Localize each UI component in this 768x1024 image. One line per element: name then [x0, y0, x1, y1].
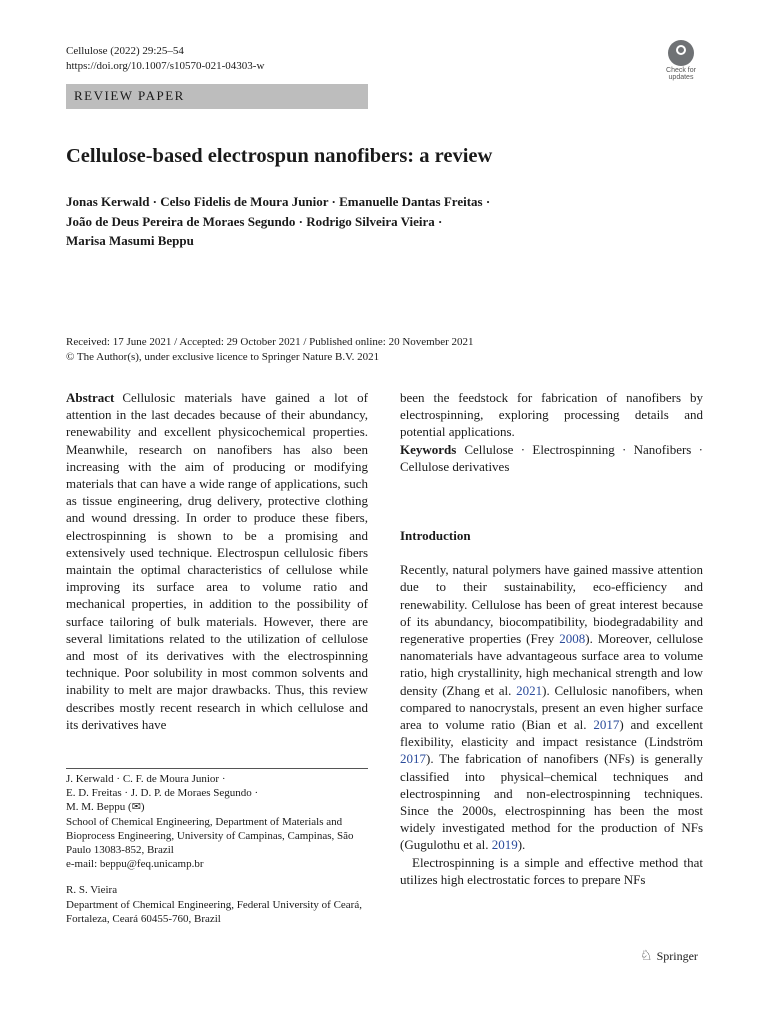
received-line: Received: 17 June 2021 / Accepted: 29 October 2021 / Published online: 20 November 2021	[66, 336, 474, 348]
introduction-heading: Introduction	[400, 528, 471, 544]
author-line: Marisa Masumi Beppu	[66, 233, 194, 248]
paragraph-text: ). Cellulosic nanofibers, when compared to nanocrystals, present an even higher surface area to volume ratio (Bian et al.	[400, 682, 704, 733]
keywords-text: Cellulose · Electrospinning · Nanofibers · Cellulose derivatives	[400, 441, 703, 474]
license-line: © The Author(s), under exclusive licence to Springer Nature B.V. 2021	[66, 351, 380, 363]
affiliation-line: School of Chemical Engineering, Department of Materials and Bioprocess Engineering, University of Campinas, Campinas, São Paulo 13083-852, Brazil	[66, 815, 354, 857]
affiliation-line: J. Kerwald · C. F. de Moura Junior ·	[66, 773, 226, 785]
section-label-band	[66, 84, 368, 109]
spacer	[66, 871, 368, 883]
paragraph-text: ).	[517, 837, 526, 853]
doi-link[interactable]: https://doi.org/10.1007/s10570-021-04303-w	[66, 60, 265, 72]
introduction-paragraph-1	[400, 561, 703, 853]
affiliation-line: R. S. Vieira	[66, 884, 118, 897]
affiliation-line: Department of Chemical Engineering, Federal University of Ceará, Fortaleza, Ceará 60455-760, Brazil	[66, 898, 362, 925]
publisher-name: Springer	[656, 949, 698, 963]
citation-link[interactable]: 2017	[400, 751, 426, 767]
affiliation-line: M. M. Beppu (✉)	[66, 801, 145, 814]
journal-citation: Cellulose (2022) 29:25–54	[66, 45, 184, 57]
email-link[interactable]: e-mail: beppu@feq.unicamp.br	[66, 858, 204, 871]
affiliation-divider	[66, 768, 368, 769]
keywords-label: Keywords	[400, 441, 457, 457]
abstract	[66, 389, 368, 733]
paragraph-text: Recently, natural polymers have gained massive attention due to their sustainability, eco-efficiency and renewability. Cellulose has been of great interest because of its abundancy, biocompatibility, biodegradability and regenerative properties (Frey	[400, 562, 703, 647]
paragraph-text: ) and excellent flexibility, elasticity and impact resistance (Lindström	[400, 717, 703, 750]
publication-dates	[66, 335, 474, 365]
citation-link[interactable]: 2008	[559, 631, 586, 647]
abstract-label: Abstract	[66, 390, 115, 405]
citation-link[interactable]: 2019	[491, 837, 518, 853]
affiliation-line: E. D. Freitas · J. D. P. de Moraes Segundo ·	[66, 787, 259, 800]
abstract-text: Cellulosic materials have gained a lot of attention in the last decades because of their abundancy, renewability and excellent physicochemical properties. Meanwhile, research on nanofibers has also been increasing with the aim of producing or modifying materials that can have a wide range of applications, such as tissue engineering, drug delivery, protective clothing and wound dressing. In order to produce these fibers, electrospinning is shown to be a promising and extensively used technique. Electrospun cellulosic fibers maintain the optimal characteristics of cellulose while improving its surface area to volume ratio and mechanical properties, in addition to the possibility of surface tailoring of bulk materials. However, there are several limitations related to the utilization of cellulose and most of its derivatives with the electrospinning technique. Poor solubility in most common solvents and inability to melt are major drawbacks. Thus, this review describes mostly recent research in which cellulose and its derivatives have	[66, 390, 368, 732]
paragraph-text: ). Moreover, cellulose nanomaterials have advantageous surface area to volume ratio, high crystallinity, high mechanical strength and low density (Zhang et al.	[400, 631, 703, 698]
paragraph-text: ). The fabrication of nanofibers (NFs) is generally classified into physical–chemical techniques and electrospinning and non-electrospinning techniques. Since the 2000s, electrospinning has been the most widely investigated method for the production of NFs (Gugulothu et al.	[400, 751, 703, 853]
keywords	[400, 441, 703, 475]
springer-horse-icon: ♘	[640, 949, 653, 964]
journal-header	[66, 44, 264, 74]
author-list	[66, 192, 490, 251]
introduction-paragraph-2: Electrospinning is a simple and effective method that utilizes high electrostatic forces to prepare NFs	[400, 854, 703, 887]
author-line: João de Deus Pereira de Moraes Segundo · Rodrigo Silveira Vieira ·	[66, 213, 443, 229]
affiliations	[66, 772, 368, 926]
right-column	[400, 389, 703, 888]
author-line: Jonas Kerwald · Celso Fidelis de Moura Junior · Emanuelle Dantas Freitas ·	[66, 194, 491, 209]
abstract-continuation: been the feedstock for fabrication of nanofibers by electrospinning, exploring processing details and potential applications.	[400, 390, 703, 440]
citation-link[interactable]: 2017	[593, 717, 620, 733]
section-label: REVIEW PAPER	[74, 88, 185, 103]
citation-link[interactable]: 2021	[516, 682, 543, 698]
check-updates-icon	[668, 40, 694, 66]
publisher-logo	[640, 948, 698, 965]
check-for-updates-badge[interactable]	[660, 40, 702, 82]
abstract-column	[66, 389, 368, 733]
paper-title: Cellulose-based electrospun nanofibers: a review	[66, 145, 493, 167]
check-updates-text: Check for updates	[666, 67, 696, 81]
